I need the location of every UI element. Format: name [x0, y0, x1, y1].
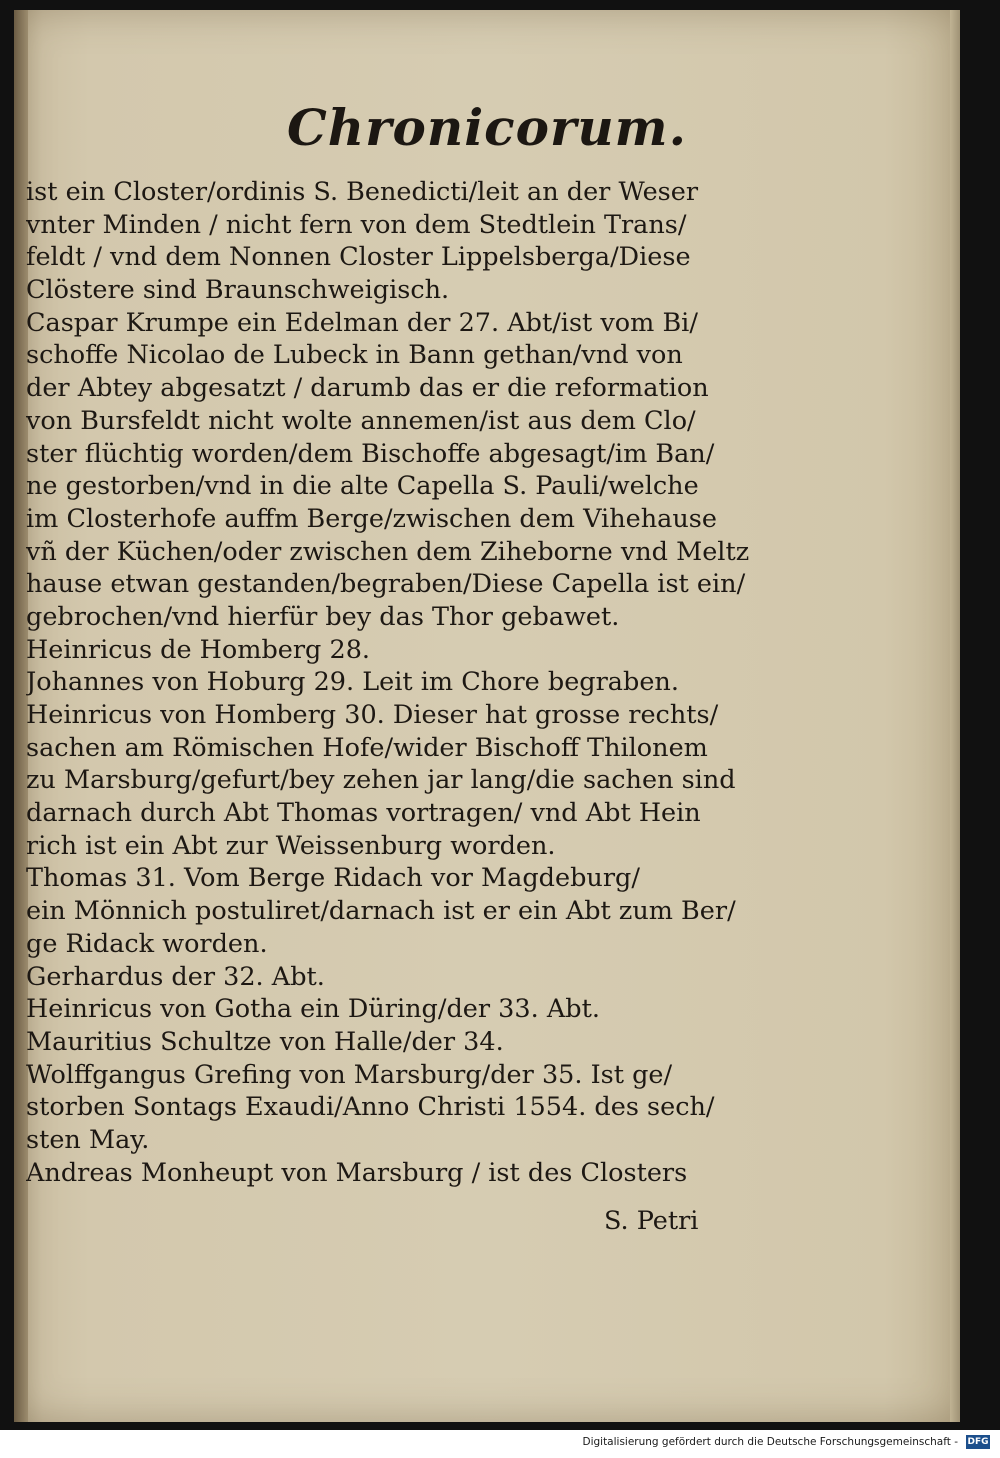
catchword: S. Petri [604, 1206, 699, 1236]
text-line: zu Marsburg/gefurt/bey zehen jar lang/die sachen sind [26, 765, 736, 796]
body-text [26, 176, 936, 1189]
text-line: ne gestorben/vnd in die alte Capella S. Pauli/welche [26, 471, 699, 502]
text-line: rich ist ein Abt zur Weissenburg worden. [26, 830, 556, 861]
funding-credit: Digitalisierung gefördert durch die Deutsche Forschungsgemeinschaft - [582, 1436, 958, 1448]
text-line: Johannes von Hoburg 29. Leit im Chore begraben. [26, 667, 679, 698]
text-line: Heinricus de Homberg 28. [26, 634, 371, 665]
text-line: Wolffgangus Grefing von Marsburg/der 35. Ist ge/ [26, 1059, 673, 1090]
text-line: von Bursfeldt nicht wolte annemen/ist aus dem Clo/ [26, 405, 696, 436]
text-line: vnter Minden / nicht fern von dem Stedtlein Trans/ [26, 209, 687, 240]
text-line: Thomas 31. Vom Berge Ridach vor Magdeburg/ [26, 863, 640, 894]
text-line: schoffe Nicolao de Lubeck in Bann gethan/vnd von [26, 340, 683, 371]
text-line: hause etwan gestanden/begraben/Diese Capella ist ein/ [26, 569, 746, 600]
text-line: Heinricus von Homberg 30. Dieser hat grosse rechts/ [26, 700, 719, 730]
book-page [14, 10, 960, 1422]
text-line: sten May. [26, 1124, 150, 1155]
text-line: ge Ridack worden. [26, 928, 268, 959]
dfg-logo-icon: DFG [967, 1437, 989, 1447]
text-line: ein Mönnich postuliret/darnach ist er ein Abt zum Ber/ [26, 896, 736, 927]
text-line: darnach durch Abt Thomas vortragen/ vnd Abt Hein [26, 798, 701, 829]
text-line: Andreas Monheupt von Marsburg / ist des Closters [26, 1157, 688, 1188]
text-line: sachen am Römischen Hofe/wider Bischoff Thilonem [26, 732, 708, 763]
text-line: storben Sontags Exaudi/Anno Christi 1554. des sech/ [26, 1092, 715, 1123]
text-line: Clöstere sind Braunschweigisch. [26, 275, 450, 306]
text-line: Mauritius Schultze von Halle/der 34. [26, 1026, 504, 1057]
text-line: im Closterhofe auffm Berge/zwischen dem Vihehause [26, 503, 717, 534]
running-header: Chronicorum. [287, 98, 687, 157]
text-line: vñ der Küchen/oder zwischen dem Ziheborne vnd Meltz [26, 536, 750, 567]
footer-bar [0, 1430, 1000, 1458]
text-line: feldt / vnd dem Nonnen Closter Lippelsberga/Diese [26, 242, 691, 273]
text-line: Gerhardus der 32. Abt. [26, 961, 325, 992]
text-line: Heinricus von Gotha ein Düring/der 33. Abt. [26, 994, 600, 1025]
page-outer-edge [950, 10, 960, 1422]
text-line: ster flüchtig worden/dem Bischoffe abgesagt/im Ban/ [26, 438, 715, 469]
text-line: gebrochen/vnd hierfür bey das Thor gebawet. [26, 601, 620, 632]
text-line: Caspar Krumpe ein Edelman der 27. Abt/ist vom Bi/ [26, 307, 698, 338]
text-line: der Abtey abgesatzt / darumb das er die reformation [26, 373, 709, 404]
text-line: ist ein Closter/ordinis S. Benedicti/leit an der Weser [26, 177, 699, 207]
